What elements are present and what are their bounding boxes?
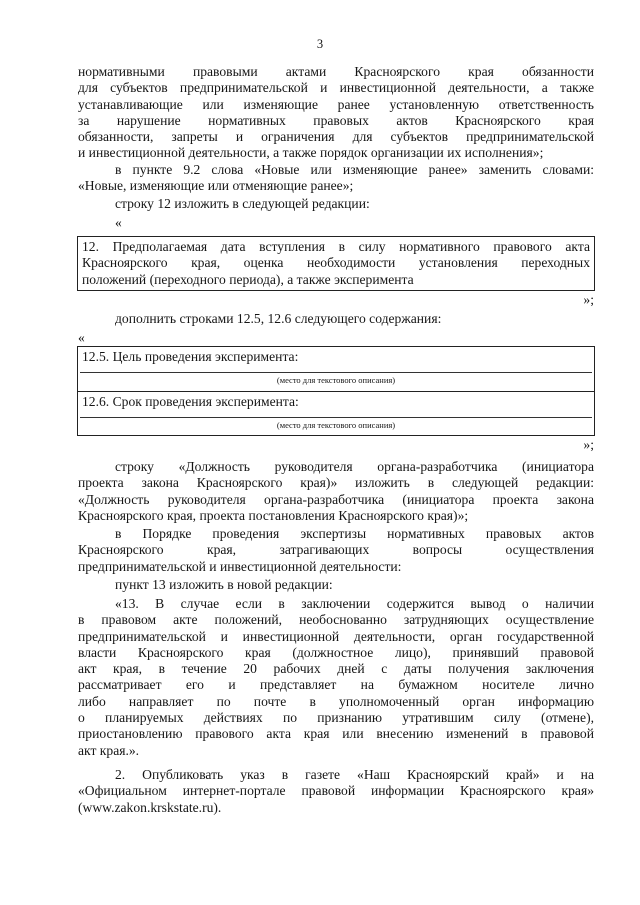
text-line: приостановлению правового акта края или внесению изменений в правовой xyxy=(78,726,594,742)
table-row-12-6 xyxy=(78,392,594,436)
row-title: 12.5. Цель проведения эксперимента: xyxy=(82,349,299,364)
text-line: «Должность руководителя органа-разработчика (инициатора проекта закона xyxy=(78,491,594,507)
text-line: власти Красноярского края (должностное лицо), принявший правовой xyxy=(78,644,594,660)
text-line: «13. В случае если в заключении содержится вывод о наличии xyxy=(115,596,594,611)
text-line: акт края, в течение 20 рабочих дней с даты получения заключения xyxy=(78,661,594,677)
text-line: и инвестиционной деятельности, а также порядок организации их исполнения»; xyxy=(78,145,544,161)
text-line: предпринимательской и инвестиционной деятельности: xyxy=(78,558,402,574)
close-quote: »; xyxy=(583,437,594,452)
text-line: либо направляет по почте в уполномоченный орган информацию xyxy=(78,693,594,709)
text-line: рассматривает его и представляет на бумажном носителе лично xyxy=(78,677,594,693)
text-line: о планируемых действиях по признанию утратившим силу (отмене), xyxy=(78,710,594,726)
fill-line xyxy=(80,417,592,418)
text-line: за нарушение нормативных правовых актов Красноярского края xyxy=(78,112,594,128)
row-title: 12.6. Срок проведения эксперимента: xyxy=(82,394,299,409)
open-quote: « xyxy=(78,330,85,345)
table-line: Красноярского края, оценка необходимости установления переходных xyxy=(82,255,590,271)
table-row-12-5 xyxy=(78,347,594,392)
paragraph-point-9-2 xyxy=(78,162,594,195)
text-line: устанавливающие или изменяющие ранее установленную ответственность xyxy=(78,96,594,112)
close-quote: »; xyxy=(583,292,594,307)
paragraph-point-13 xyxy=(78,596,594,759)
table-rows-12-5-12-6 xyxy=(77,346,595,436)
text-line: в правовом акте положений, необоснованно затрудняющих осуществление xyxy=(78,612,594,628)
text-line: строку «Должность руководителя органа-разработчика (инициатора xyxy=(115,459,594,474)
text-line: Красноярского края, затрагивающих вопросы осуществления xyxy=(78,542,594,558)
text-line: «Новые, изменяющие или отменяющие ранее»; xyxy=(78,178,354,194)
table-line: 12. Предполагаемая дата вступления в силу нормативного правового акта xyxy=(82,239,590,254)
text-line: предпринимательской и инвестиционной деятельности, орган государственной xyxy=(78,628,594,644)
text-line: нормативными правовыми актами Красноярского края обязанности xyxy=(78,64,594,79)
text-line: Красноярского края, проекта постановления Красноярского края)»; xyxy=(78,507,469,523)
line-row-12-intro: строку 12 изложить в следующей редакции: xyxy=(115,196,370,211)
text-line: (www.zakon.krskstate.ru). xyxy=(78,799,222,815)
fill-line xyxy=(80,372,592,373)
paragraph-publication xyxy=(78,767,594,816)
text-line: в Порядке проведения экспертизы нормативных правовых актов xyxy=(115,526,594,541)
paragraph-expertise-order xyxy=(78,526,594,575)
text-line: «Официальном интернет-портале правовой информации Красноярского края» xyxy=(78,783,594,799)
row-hint: (место для текстового описания) xyxy=(276,375,396,385)
line-point-13: пункт 13 изложить в новой редакции: xyxy=(115,577,333,592)
open-quote: « xyxy=(115,215,122,230)
paragraph-position-row xyxy=(78,459,594,524)
row-hint: (место для текстового описания) xyxy=(276,420,396,430)
line-add-rows: дополнить строками 12.5, 12.6 следующего содержания: xyxy=(115,311,442,326)
table-line: положений (переходного периода), а также эксперимента xyxy=(82,271,414,287)
text-line: акт края.». xyxy=(78,742,140,758)
paragraph-continuation xyxy=(78,64,594,162)
text-line: в пункте 9.2 слова «Новые или изменяющие ранее» заменить словами: xyxy=(115,162,594,177)
page-number: 3 xyxy=(316,37,324,51)
text-line: проекта закона Красноярского края)» изложить в следующей редакции: xyxy=(78,475,594,491)
text-line: для субъектов предпринимательской и инвестиционной деятельности, а также xyxy=(78,80,594,96)
text-line: 2. Опубликовать указ в газете «Наш Красноярский край» и на xyxy=(115,767,594,782)
text-line: обязанности, запреты и ограничения для субъектов предпринимательской xyxy=(78,129,594,145)
table-row-12 xyxy=(77,236,595,291)
